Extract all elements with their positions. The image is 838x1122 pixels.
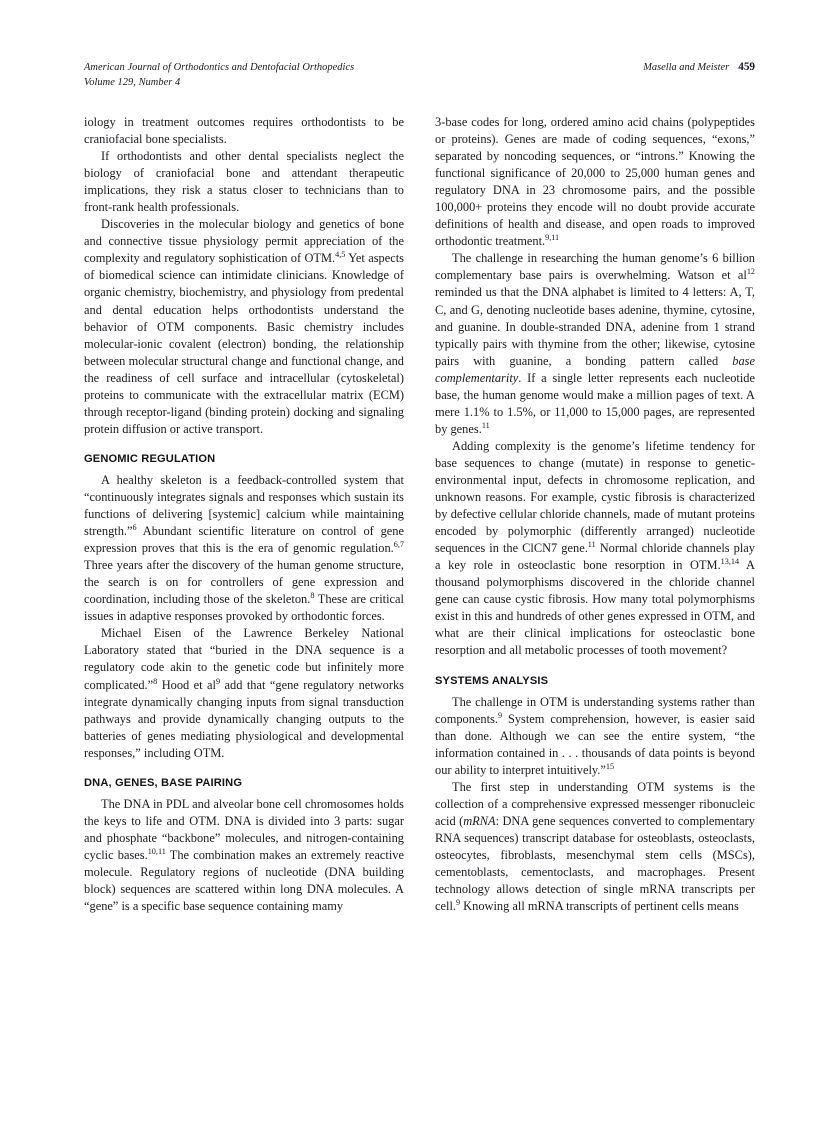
spacer bbox=[435, 660, 755, 673]
reference-marker: 11 bbox=[481, 420, 490, 430]
paragraph-text: These are critical issues in adaptive responses provoked by orthodontic forces. bbox=[84, 592, 404, 624]
paragraph-text: A thousand polymorphisms discovered in the chloride channel gene can cause cystic fibrosis. How many total polymorphisms exist in this and hundreds of other genes expressed in OTM, and what are their clinical implications for osteoclastic bone resorption and all metabolic processes of tooth movement? bbox=[435, 558, 755, 658]
reference-marker: 9 bbox=[455, 897, 461, 907]
paragraph-text: Discoveries in the molecular biology and genetics of bone and connective tissue physiology permit appreciation of the complexity and regulatory sophistication of OTM. bbox=[84, 217, 404, 266]
paragraph bbox=[435, 694, 755, 779]
volume-number-text: Volume 129, Number 4 bbox=[84, 77, 181, 88]
paragraph bbox=[435, 779, 755, 915]
paragraph-text: Knowing all mRNA transcripts of pertinent cells means bbox=[460, 899, 739, 914]
paragraph-text: Yet aspects of biomedical science can intimidate clinicians. Knowledge of organic chemistry, biochemistry, and physiology from predental and dental education helps orthodontists understand the behavior of OTM components. Basic chemistry includes molecular-ionic covalent (electron) bonding, the relationship between molecular structural change and functional change, and the readiness of cell surface and intracellular (cytoskeletal) proteins to communicate with the extracellular matrix (ECM) through receptor-ligand (binding protein) docking and signaling protein diffusion or active transport. bbox=[84, 251, 404, 436]
italic-term-mrna: mRNA bbox=[463, 813, 496, 828]
reference-marker: 9 bbox=[216, 676, 221, 686]
paragraph-text: . If a single letter represents each nucleotide base, the human genome would make a million pages of text. A mere 1.1% to 1.5%, or 11,000 to 15,000 pages, are represented by genes. bbox=[435, 370, 755, 436]
spacer bbox=[84, 438, 404, 451]
paragraph-continued bbox=[435, 114, 755, 250]
paragraph bbox=[435, 250, 755, 438]
paragraph bbox=[84, 472, 404, 625]
paragraph-text: Adding complexity is the genome’s lifetime tendency for base sequences to change (mutate) in response to genetic-environmental input, defects in chromosome replication, and unknown reasons. For example, cystic fibrosis is characterized by defective cellular chloride channels, made of mutant proteins encoded by polymorphic (differently arranged) nucleotide sequences in the ClCN7 gene. bbox=[435, 438, 755, 556]
paragraph-text: Normal chloride channels play a key role in osteoclastic bone resorption in OTM. bbox=[435, 541, 755, 573]
paragraph bbox=[84, 796, 404, 915]
reference-marker: 10,11 bbox=[147, 846, 166, 856]
reference-marker: 6,7 bbox=[393, 540, 404, 549]
reference-marker: 9,11 bbox=[545, 233, 560, 243]
reference-marker: 13,14 bbox=[720, 557, 740, 567]
paragraph-text: Abundant scientific literature on control of gene expression proves that this is the era of genomic regulation. bbox=[84, 524, 404, 556]
reference-marker: 11 bbox=[587, 540, 596, 550]
paragraph-text: The first step in understanding OTM systems is the collection of a comprehensive expressed messenger ribonucleic acid ( bbox=[435, 779, 755, 828]
paragraph-text: reminded us that the DNA alphabet is limited to 4 letters: A, T, C, and G, denoting nucleotide bases adenine, thymine, cytosine, and guanine. In double-stranded DNA, adenine from 1 strand typically pairs with thymine from the other; likewise, cytosine pairs with guanine, a bonding pattern called bbox=[435, 285, 755, 368]
reference-marker: 6 bbox=[132, 522, 137, 532]
paragraph-text: : DNA gene sequences converted to complementary RNA sequences) transcript database for osteoblasts, osteoclasts, osteocytes, fibroblasts, mesenchymal stem cells (MSCs), cementoblasts, cementoclasts, and macrophages. Present technology allows detection of single mRNA transcripts per cell. bbox=[435, 813, 755, 914]
paragraph-text: The challenge in OTM is understanding systems rather than components. bbox=[435, 694, 755, 726]
section-heading-dna-genes-base-pairing: DNA, GENES, BASE PAIRING bbox=[84, 776, 243, 789]
two-column-body bbox=[84, 114, 755, 1064]
right-column bbox=[435, 114, 755, 1064]
paragraph-continued: iology in treatment outcomes requires orthodontists to be craniofacial bone specialists. bbox=[84, 115, 404, 147]
paragraph-text: A healthy skeleton is a feedback-controlled system that “continuously integrates signals and responses which sustain its functions of delivering [systemic] calcium while maintaining strength.” bbox=[84, 472, 404, 539]
reference-marker: 12 bbox=[746, 267, 755, 277]
paragraph-text: 3-base codes for long, ordered amino acid chains (polypeptides or proteins). Genes are made of coding sequences, “exons,” separated by noncoding sequences, or “introns.” Knowing the functional significance of 20,000 to 25,000 human genes and regulatory DNA in 23 chromosome pairs, and the possible 100,000+ proteins they encode will no doubt provide accurate definitions of health and disease, and open roads to improved orthodontic treatment. bbox=[435, 115, 755, 249]
paragraph-text: The combination makes an extremely reactive molecule. Regulatory regions of nucleotide (DNA building block) sequences are scattered within long DNA molecules. A “gene” is a specific base sequence containing mamy bbox=[84, 847, 404, 914]
running-head-journal bbox=[84, 60, 504, 90]
paragraph bbox=[84, 216, 404, 438]
journal-title-line: American Journal of Orthodontics and Dentofacial Orthopedics bbox=[84, 62, 355, 73]
reference-marker: 8 bbox=[310, 591, 315, 601]
paragraph-text: add that “gene regulatory networks integrate dynamically changing inputs from signal transduction pathways and provide dynamically changing outputs to the batteries of genes mediating physiological and developmental responses,” including OTM. bbox=[84, 677, 404, 760]
author-names: Masella and Meister bbox=[643, 62, 730, 73]
page-number: 459 bbox=[738, 61, 755, 73]
journal-volume-line bbox=[84, 75, 504, 90]
reference-marker: 8 bbox=[153, 676, 158, 686]
left-column bbox=[84, 114, 404, 1064]
paragraph: If orthodontists and other dental specialists neglect the biology of craniofacial bone and attendant therapeutic implications, they risk a status closer to technicians than to front-rank health professionals. bbox=[84, 149, 404, 215]
paragraph-text: Michael Eisen of the Lawrence Berkeley National Laboratory stated that “buried in the DNA sequence is a regulatory code akin to the genetic code but infinitely more complicated.” bbox=[84, 626, 404, 692]
running-head bbox=[84, 60, 755, 96]
section-heading-genomic-regulation: GENOMIC REGULATION bbox=[84, 452, 216, 465]
reference-marker: 9 bbox=[497, 710, 503, 720]
paragraph-text: Three years after the discovery of the human genome structure, the search is on for controllers of gene expression and coordination, including those of the skeleton. bbox=[84, 558, 404, 607]
paragraph-text: Hood et al bbox=[157, 677, 216, 692]
paragraph bbox=[84, 625, 404, 761]
spacer bbox=[84, 762, 404, 775]
paragraph bbox=[435, 438, 755, 660]
paragraph-text: System comprehension, however, is easier said than done. Although we can see the entire system, “the information contained in . . . thousands of data points is beyond our ability to interpret intuitively.” bbox=[435, 711, 755, 777]
paragraph-text: The challenge in researching the human genome’s 6 billion complementary base pairs is overwhelming. Watson et al bbox=[435, 251, 755, 283]
running-head-authors-page bbox=[643, 60, 755, 75]
paragraph-text: The DNA in PDL and alveolar bone cell chromosomes holds the keys to life and OTM. DNA is divided into 3 parts: sugar and phosphate “backbone” molecules, and nitrogen-containing cyclic bases. bbox=[84, 796, 404, 862]
reference-marker: 4,5 bbox=[335, 250, 346, 260]
reference-marker: 15 bbox=[605, 761, 615, 771]
italic-term-base-complementarity: base complementarity bbox=[435, 353, 755, 385]
section-heading-systems-analysis: SYSTEMS ANALYSIS bbox=[435, 674, 549, 687]
